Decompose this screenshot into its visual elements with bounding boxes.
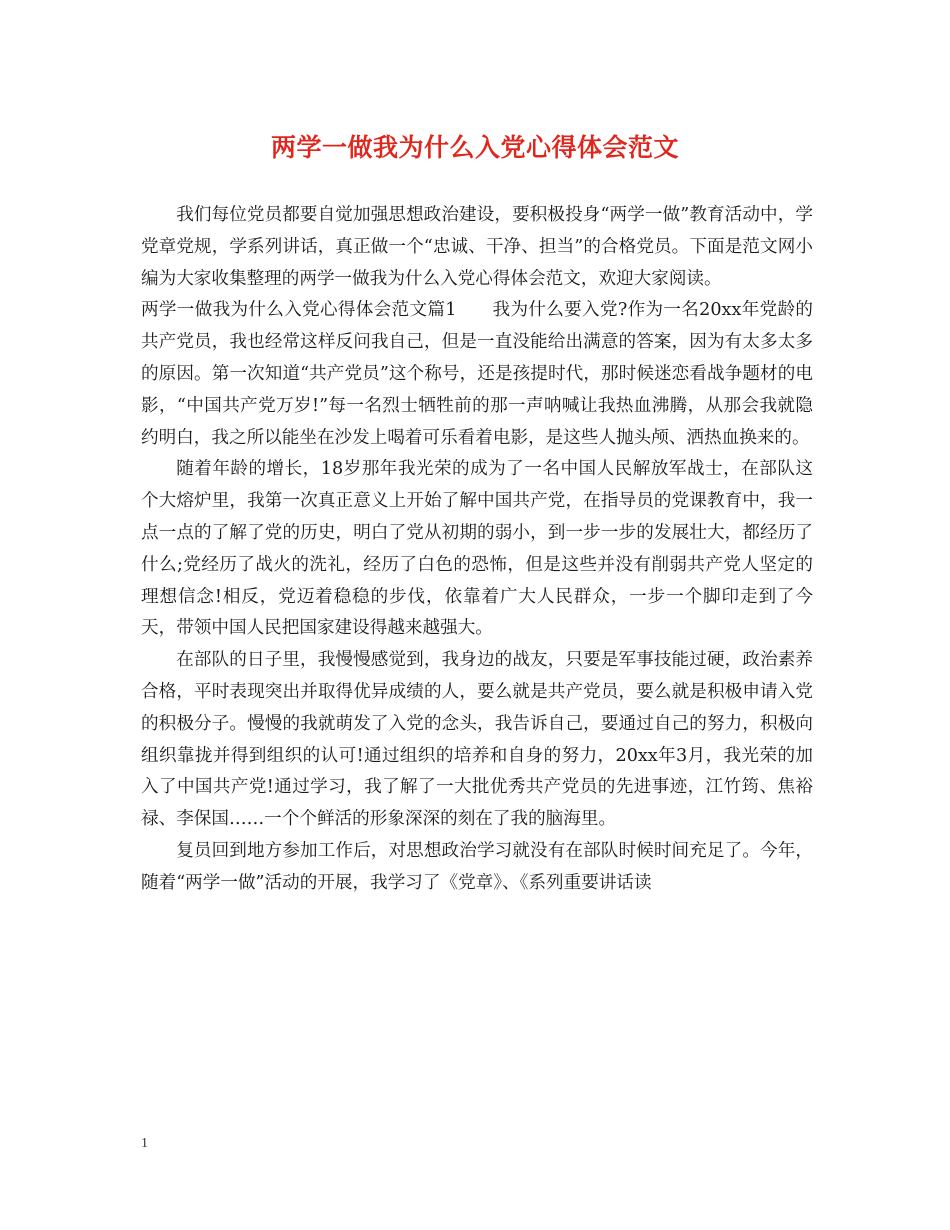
paragraph-growth: 随着年龄的增长，18岁那年我光荣的成为了一名中国人民解放军战士，在部队这个大熔炉里，我第一次真正意义上开始了解中国共产党，在指导员的党课教育中，我一点一点的了解了党的历史，明白了党从初期的弱小，到一步一步的发展壮大，都经历了什么;党经历了战火的洗礼，经历了白色的恐怖，但是这些并没有削弱共产党人坚定的理想信念!相反，党迈着稳稳的步伐，依靠着广大人民群众，一步一个脚印走到了今天，带领中国人民把国家建设得越来越强大。	[141, 459, 813, 639]
paragraph-return: 复员回到地方参加工作后，对思想政治学习就没有在部队时候时间充足了。今年，随着“两学一做”活动的开展，我学习了《党章》、《系列重要讲话读	[141, 840, 813, 893]
paragraph-intro: 我们每位党员都要自觉加强思想政治建设，要积极投身“两学一做”教育活动中，学党章党规，学系列讲话，真正做一个“忠诚、干净、担当”的合格党员。下面是范文网小编为大家收集整理的两学一做我为什么入党心得体会范文，欢迎大家阅读。	[141, 205, 813, 289]
paragraph-army-days: 在部队的日子里，我慢慢感觉到，我身边的战友，只要是军事技能过硬，政治素养合格，平时表现突出并取得优异成绩的人，要么就是共产党员，要么就是积极申请入党的积极分子。慢慢的我就萌发了入党的念头，我告诉自己，要通过自己的努力，积极向组织靠拢并得到组织的认可!通过组织的培养和自身的努力，20xx年3月，我光荣的加入了中国共产党!通过学习，我了解了一大批优秀共产党员的先进事迹，江竹筠、焦裕禄、李保国……一个个鲜活的形象深深的刻在了我的脑海里。	[141, 650, 813, 830]
document-title: 两学一做我为什么入党心得体会范文	[270, 133, 679, 162]
paragraph-section-1: 两学一做我为什么入党心得体会范文篇1 我为什么要入党?作为一名20xx年党龄的共产党员，我也经常这样反问我自己，但是一直没能给出满意的答案，因为有太多太多的原因。第一次知道“共产党员”这个称号，还是孩提时代，那时候迷恋看战争题材的电影，“中国共产党万岁!”每一名烈士牺牲前的那一声呐喊让我热血沸腾，从那会我就隐约明白，我之所以能坐在沙发上喝着可乐看着电影，是这些人抛头颅、洒热血换来的。	[141, 300, 813, 448]
document-body	[141, 200, 813, 900]
page-number: 1	[141, 1136, 148, 1151]
